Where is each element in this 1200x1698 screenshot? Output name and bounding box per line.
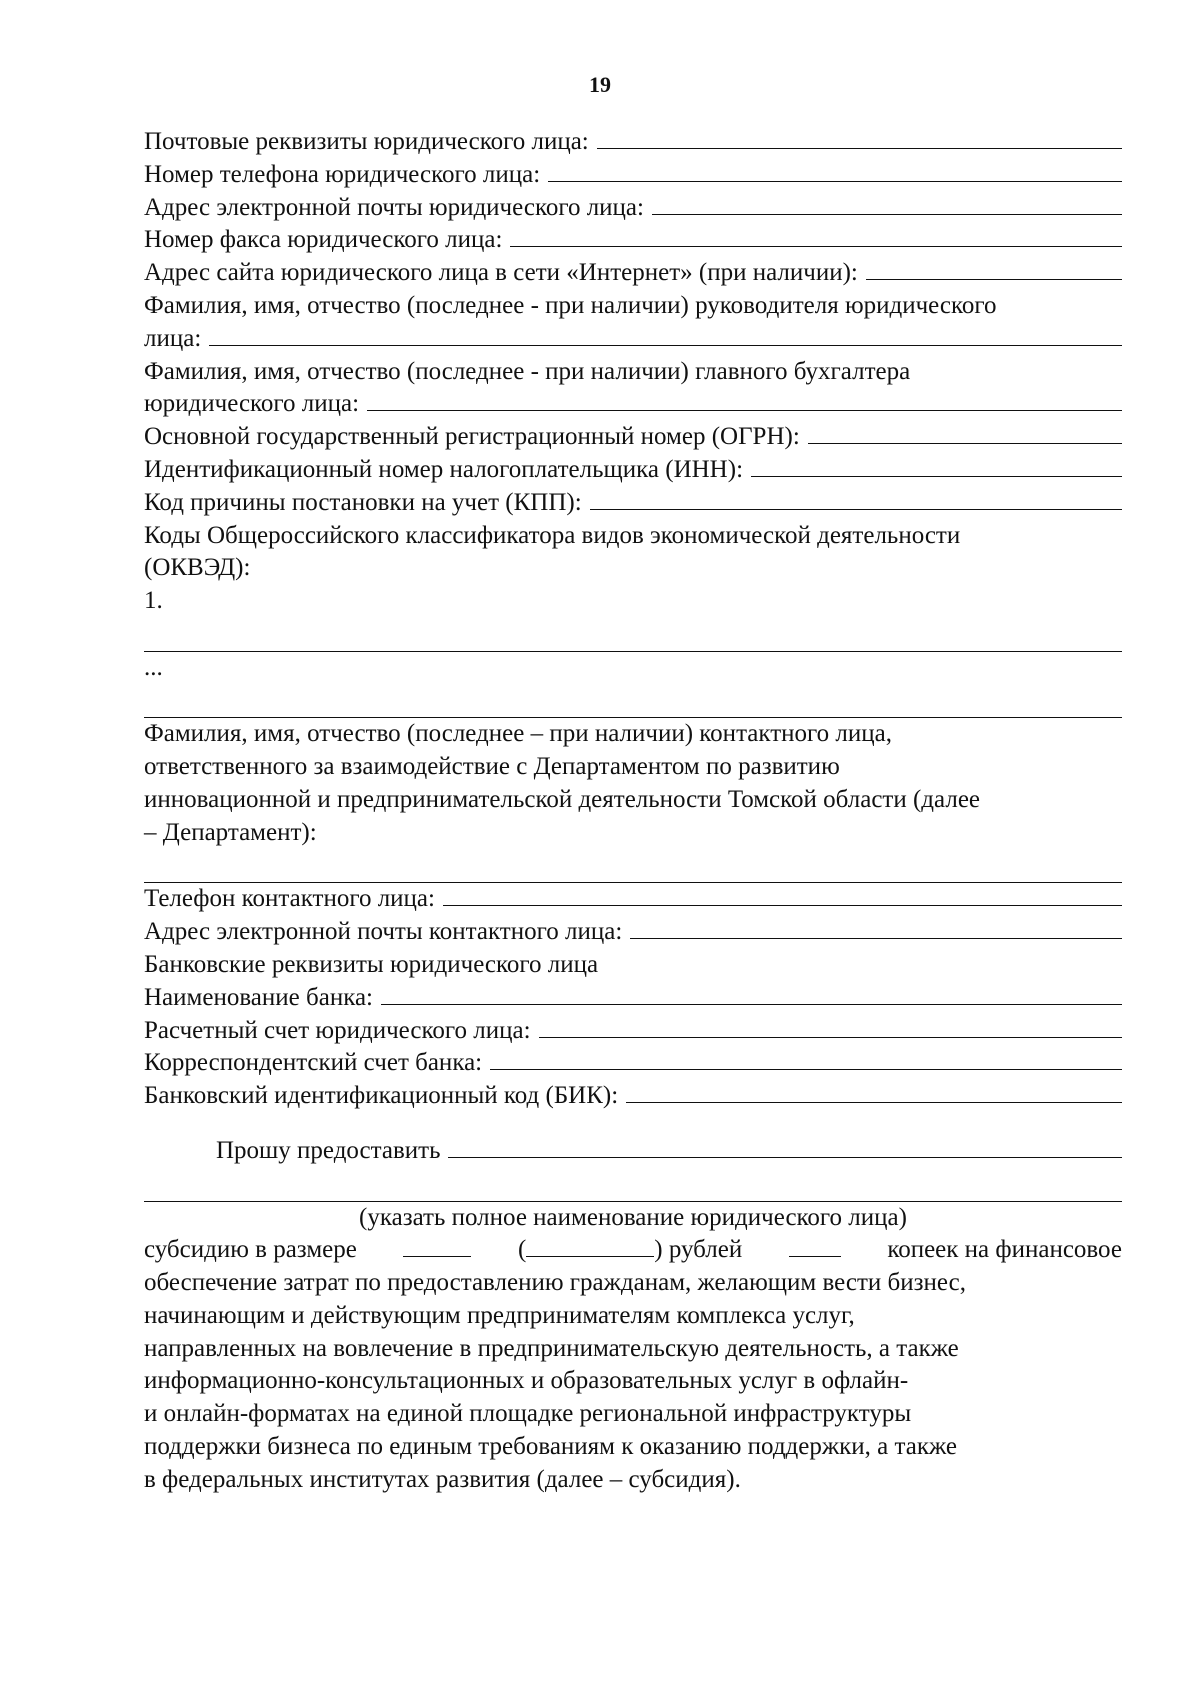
inn-blank[interactable] — [751, 454, 1122, 477]
contact-person-blank[interactable] — [144, 850, 1122, 884]
accountant-label: Фамилия, имя, отчество (последнее - при наличии) главного бухгалтера — [144, 357, 911, 385]
okved-ellipsis: ... — [144, 653, 163, 681]
contact-phone-field[interactable]: Телефон контактного лица: — [144, 883, 1122, 916]
contact-person-label: Фамилия, имя, отчество (последнее – при наличии) контактного лица, ответственного за взаимодействие с Департаментом по развитию инновационной и предпринимательской деятельности Томской области (далее — [144, 720, 981, 813]
postal-details-blank[interactable] — [597, 126, 1122, 149]
head-fio-field[interactable]: лица: — [144, 323, 1122, 356]
okved-item-blank[interactable] — [144, 618, 1122, 652]
application-form — [144, 126, 1122, 1497]
page-number: 19 — [589, 72, 611, 97]
fax-blank[interactable] — [510, 224, 1122, 247]
contact-email-blank[interactable] — [630, 916, 1122, 939]
subsidy-purpose-text: обеспечение затрат по предоставлению гражданам, желающим вести бизнес, начинающим и действующим предпринимателям комплекса услуг, направленных на вовлечение в предпринимательскую деятельность, а также информационно-консультационных и образовательных услуг в офлайн- и онлайн-форматах на единой площадке региональной инфраструктуры поддержки бизнеса по единым требованиям к оказанию поддержки, а также — [144, 1269, 966, 1461]
rubles-words-blank[interactable] — [526, 1236, 654, 1257]
corr-account-blank[interactable] — [490, 1047, 1122, 1070]
settlement-account-blank[interactable] — [539, 1015, 1122, 1038]
website-field[interactable]: Адрес сайта юридического лица в сети «Интернет» (при наличии): — [144, 257, 1122, 290]
contact-person-label-end: – Департамент): — [144, 818, 317, 846]
phone-blank[interactable] — [548, 159, 1122, 182]
phone-field[interactable]: Номер телефона юридического лица: — [144, 159, 1122, 192]
bank-name-blank[interactable] — [381, 982, 1122, 1005]
request-field[interactable]: Прошу предоставить — [144, 1135, 1122, 1168]
bank-details-heading: Банковские реквизиты юридического лица — [144, 950, 599, 978]
head-fio-label: Фамилия, имя, отчество (последнее - при наличии) руководителя юридического — [144, 291, 997, 319]
contact-email-field[interactable]: Адрес электронной почты контактного лица: — [144, 916, 1122, 949]
request-blank-cont[interactable] — [144, 1168, 1122, 1202]
email-field[interactable]: Адрес электронной почты юридического лица: — [144, 192, 1122, 225]
postal-details-field[interactable]: Почтовые реквизиты юридического лица: — [144, 126, 1122, 159]
rubles-amount-blank[interactable] — [403, 1236, 471, 1257]
settlement-account-field[interactable]: Расчетный счет юридического лица: — [144, 1015, 1122, 1048]
inn-field[interactable]: Идентификационный номер налогоплательщика (ИНН): — [144, 454, 1122, 487]
email-blank[interactable] — [652, 192, 1122, 215]
kopecks-blank[interactable] — [789, 1236, 841, 1257]
ogrn-field[interactable]: Основной государственный регистрационный номер (ОГРН): — [144, 421, 1122, 454]
kpp-blank[interactable] — [590, 487, 1122, 510]
okved-more-blank[interactable] — [144, 685, 1122, 719]
fax-field[interactable]: Номер факса юридического лица: — [144, 224, 1122, 257]
bank-name-field[interactable]: Наименование банка: — [144, 982, 1122, 1015]
ogrn-blank[interactable] — [808, 421, 1122, 444]
request-hint: (указать полное наименование юридического лица) — [359, 1203, 907, 1231]
okved-label: Коды Общероссийского классификатора видов экономической деятельности — [144, 521, 961, 549]
head-fio-blank[interactable] — [209, 323, 1122, 346]
bik-field[interactable]: Банковский идентификационный код (БИК): — [144, 1080, 1122, 1113]
subsidy-purpose-end: в федеральных институтах развития (далее – субсидия). — [144, 1465, 741, 1493]
okved-item-number: 1. — [144, 587, 163, 615]
contact-phone-blank[interactable] — [443, 883, 1122, 906]
accountant-blank[interactable] — [367, 388, 1122, 411]
okved-label-cont: (ОКВЭД): — [144, 554, 251, 582]
subsidy-amount-line: субсидию в размере ( ) рублей копеек на финансовое — [144, 1236, 1122, 1264]
website-blank[interactable] — [866, 257, 1122, 280]
kpp-field[interactable]: Код причины постановки на учет (КПП): — [144, 487, 1122, 520]
request-blank[interactable] — [448, 1135, 1122, 1158]
corr-account-field[interactable]: Корреспондентский счет банка: — [144, 1047, 1122, 1080]
bik-blank[interactable] — [626, 1080, 1122, 1103]
accountant-field[interactable]: юридического лица: — [144, 388, 1122, 421]
